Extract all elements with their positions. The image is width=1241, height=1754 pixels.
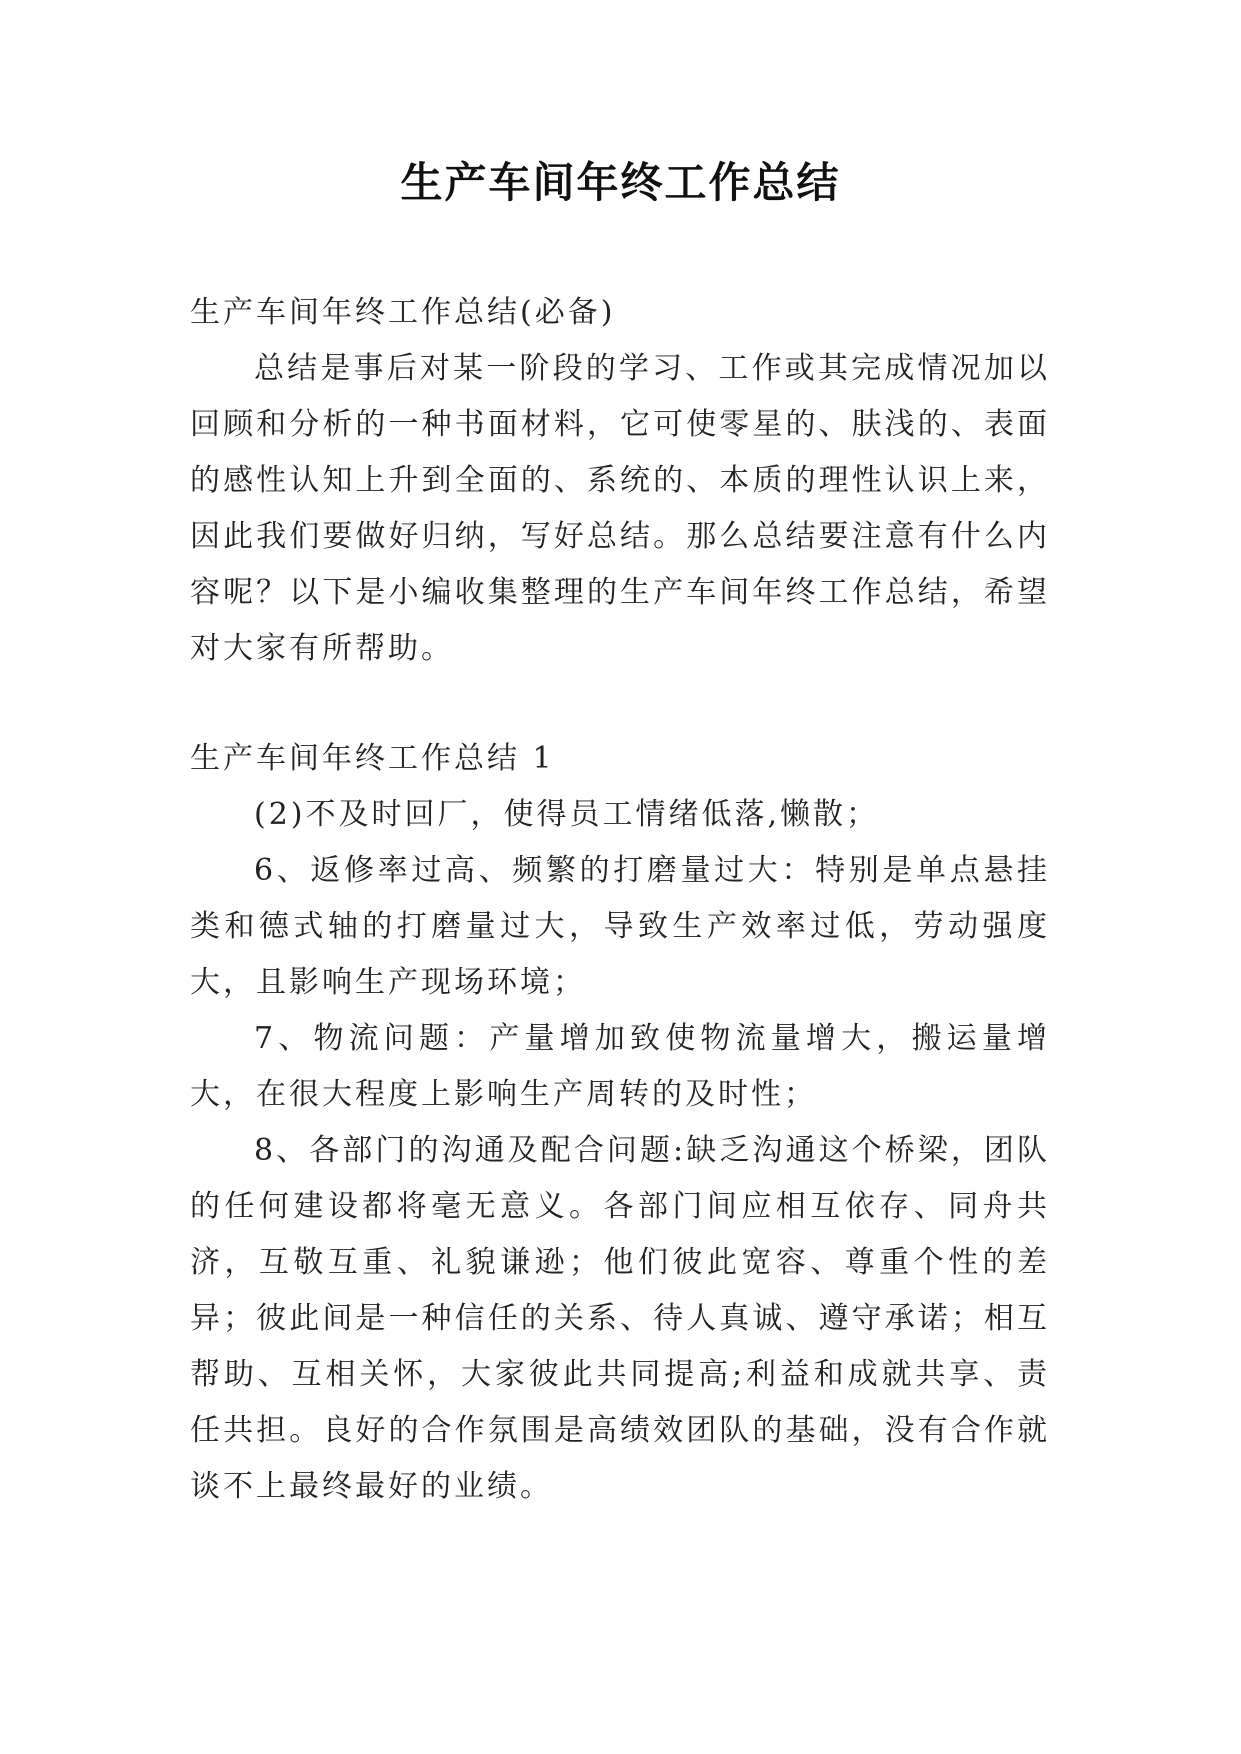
body-paragraph: (2)不及时回厂，使得员工情绪低落,懒散； [254,797,880,832]
body-paragraph: 7、物流问题：产量增加致使物流量增大，搬运量增大，在很大程度上影响生产周转的及时性； [190,1021,1050,1112]
body-paragraph: 6、返修率过高、频繁的打磨量过大：特别是单点悬挂类和德式轴的打磨量过大，导致生产效率过低，劳动强度大，且影响生产现场环境； [190,853,1050,1000]
document-title: 生产车间年终工作总结 [400,158,841,207]
document-body [190,285,1050,1515]
body-paragraph: 8、各部门的沟通及配合问题:缺乏沟通这个桥梁，团队的任何建设都将毫无意义。各部门间应相互依存、同舟共济，互敬互重、礼貌谦逊；他们彼此宽容、尊重个性的差异；彼此间是一种信任的关系、待人真诚、遵守承诺；相互帮助、互相关怀，大家彼此共同提高;利益和成就共享、责任共担。良好的合作氛围是高绩效团队的基础，没有合作就谈不上最终最好的业绩。 [190,1133,1050,1504]
document-subtitle: 生产车间年终工作总结(必备) [190,295,616,330]
section-spacer [190,677,1050,731]
intro-paragraph: 总结是事后对某一阶段的学习、工作或其完成情况加以回顾和分析的一种书面材料，它可使零星的、肤浅的、表面的感性认知上升到全面的、系统的、本质的理性认识上来，因此我们要做好归纳，写好总结。那么总结要注意有什么内容呢？以下是小编收集整理的生产车间年终工作总结，希望对大家有所帮助。 [190,351,1050,666]
section-heading: 生产车间年终工作总结 1 [190,741,555,776]
